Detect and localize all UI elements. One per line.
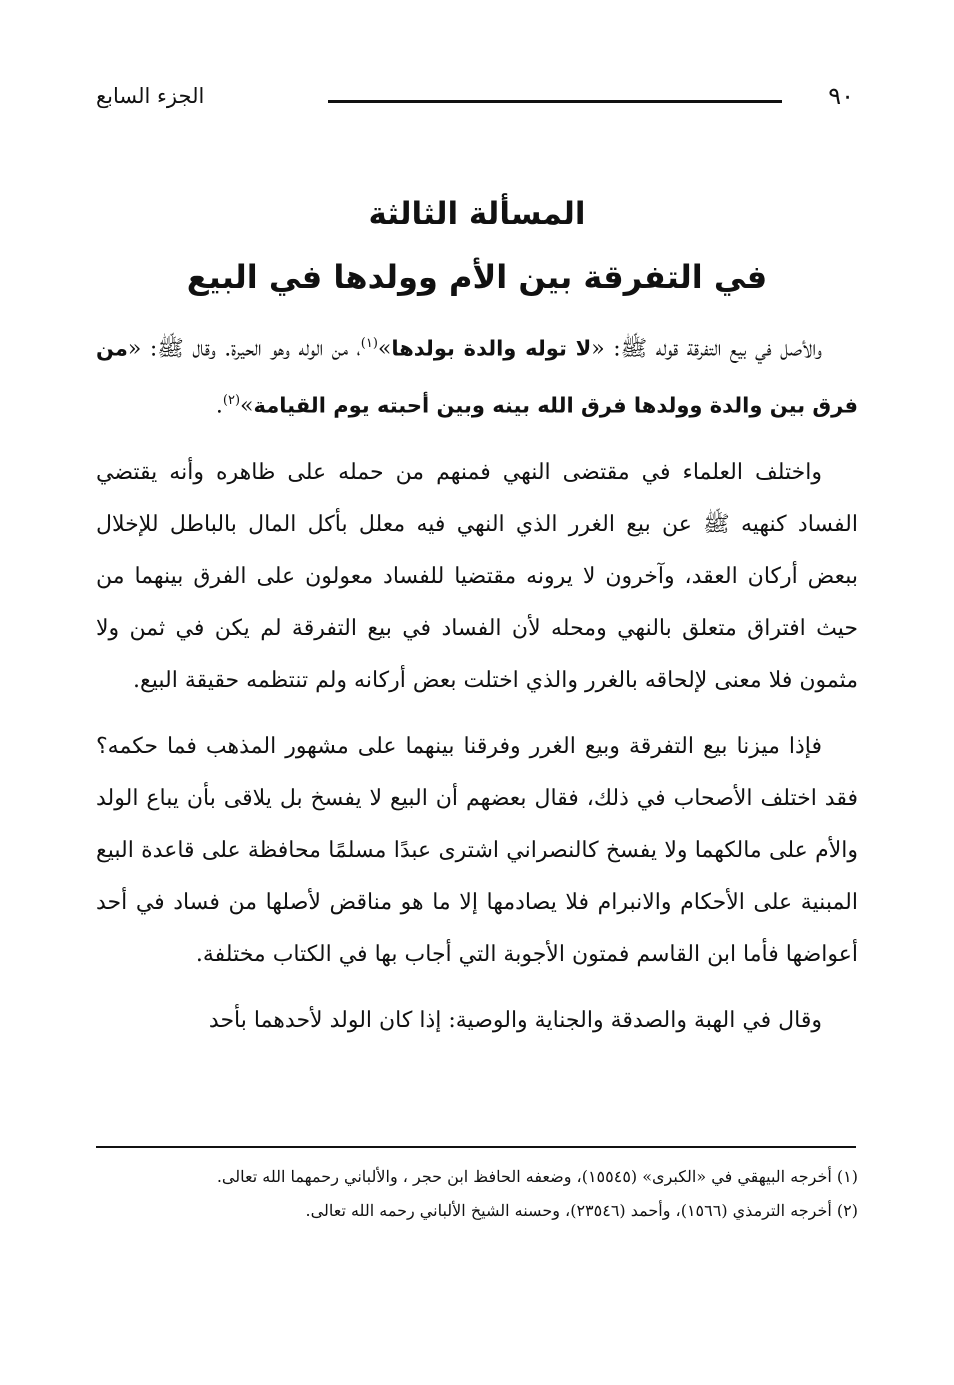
footnote-ref-2: (٢) xyxy=(222,393,241,409)
part-label: الجزء السابع xyxy=(96,84,205,108)
text-run: » xyxy=(240,393,254,419)
paragraph-2: واختلف العلماء في مقتضى النهي فمنهم من حمله على ظاهره وأنه يقتضي الفساد كنهيه ﷺ عن بيع الغرر الذي النهي فيه معلل بأكل المال بالباطل للإخلال ببعض أركان العقد، وآخرون لا يرونه مقتضيا للفساد معولون على الفرق بينهما من حيث افتراق متعلق بالنهي ومحله لأن الفساد في بيع التفرقة لم يكن في ثمن ولا مثمون فلا معنى لإلحاقه بالغرر والذي اختلت بعض أركانه ولم تنتظمه حقيقة البيع. xyxy=(96,459,858,693)
footnote-2: (٢) أخرجه الترمذي (١٥٦٦)، وأحمد (٢٣٥٤٦)، وحسنه الشيخ الألباني رحمه الله تعالى. xyxy=(305,1201,858,1220)
text-run: والأصل في بيع التفرقة قوله ﷺ: « xyxy=(591,336,822,362)
footnote-ref-1: (١) xyxy=(360,336,378,351)
header-rule xyxy=(328,100,782,103)
paragraph-4: وقال في الهبة والصدقة والجناية والوصية: إذا كان الولد لأحدهما بأحد xyxy=(208,1007,822,1033)
body-text xyxy=(96,318,858,1061)
chapter-title: المسألة الثالثة xyxy=(368,196,586,232)
paragraph-3: فإذا ميزنا بيع التفرقة وبيع الغرر وفرقنا بينهما على مشهور المذهب فما حكمه؟ فقد اختلف الأصحاب في ذلك، فقال بعضهم أن البيع لا يفسخ بل يلاقى بأن يباع الولد والأم على مالكهما ولا يفسخ كالنصراني اشترى عبدًا مسلمًا محافظة على قاعدة البيع المبنية على الأحكام والانبرام فلا يصادمها إلا ما هو مناقض لأصلها من فساد في أحد أعواضها فأما ابن القاسم فمتون الأجوبة التي أجاب بها في الكتاب مختلفة. xyxy=(96,733,858,967)
hadith-quote-2: من فرق بين والدة وولدها فرق الله بينه وبين أحبته يوم القيامة xyxy=(96,336,858,418)
text-run: . xyxy=(215,393,223,419)
chapter-subtitle: في التفرقة بين الأم وولدها في البيع xyxy=(186,258,768,296)
footnote-1: (١) أخرجه البيهقي في «الكبرى» (١٥٥٤٥)، وضعفه الحافظ ابن حجر ، والألباني رحمهما الله تعالى. xyxy=(216,1167,858,1186)
footnotes xyxy=(96,1160,858,1228)
page-header xyxy=(96,82,854,118)
paragraph-1 xyxy=(96,318,858,433)
footnote-rule xyxy=(96,1146,856,1148)
text-run: ، من الوله وهو الحيرة. وقال ﷺ: « xyxy=(127,336,361,362)
hadith-quote-1: لا توله والدة بولدها xyxy=(391,336,592,361)
page-number: ٩٠ xyxy=(828,82,854,110)
text-run: » xyxy=(377,336,392,362)
